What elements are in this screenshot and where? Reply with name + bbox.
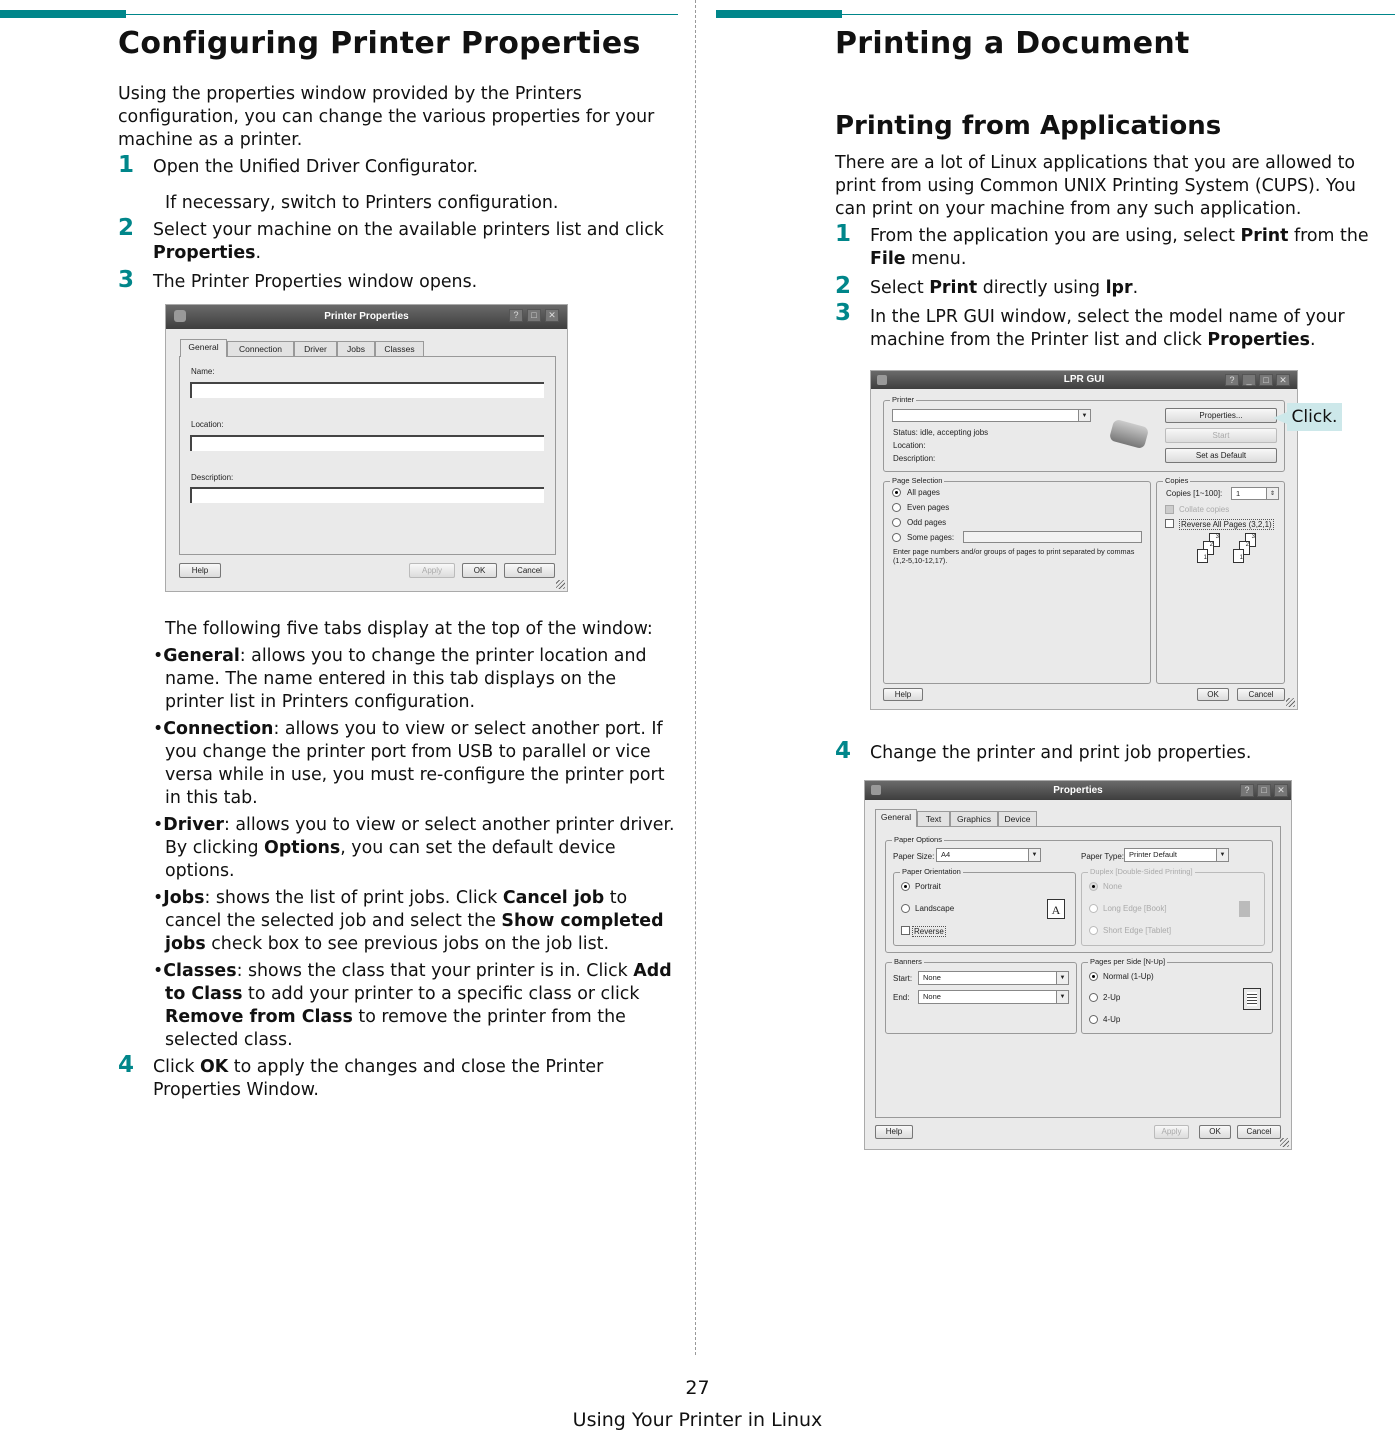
text-segment: Change the printer and print job properties. [870,743,1252,763]
paper-size-label: Paper Size: [893,852,935,861]
tab-connection[interactable]: Connection [227,341,294,357]
step-text [870,742,1390,765]
step-text [153,156,683,179]
resize-grip-icon[interactable] [1280,1138,1289,1147]
cancel-button[interactable]: Cancel [504,563,555,578]
text-segment: menu. [905,249,967,269]
radio-label: Some pages: [907,533,955,542]
reverse-checkbox[interactable] [1165,519,1174,528]
text-segment: The Printer Properties window opens. [153,272,478,292]
printer-select[interactable] [892,409,1091,422]
end-value: None [923,992,941,1001]
help-window-button[interactable]: ? [509,309,523,322]
reverse-label: Reverse [914,927,944,936]
bold-term: Driver [163,815,224,835]
intro-paragraph: Using the properties window provided by the Printers configuration, you can change the various properties for your machine as a printer. [118,84,655,150]
bullet-jobs [153,887,678,956]
section-rule-left [126,14,678,15]
bold-term: Add to Class [165,961,672,1004]
step-text [153,1056,653,1102]
tab-jobs[interactable]: Jobs [337,341,375,357]
radio-label: 4-Up [1103,1015,1121,1024]
start-value: None [923,973,941,982]
text-segment: In the LPR GUI window, select the model name of your machine from the Printer list and click [870,307,1345,350]
ok-button[interactable]: OK [1197,688,1229,701]
chevron-down-icon: ▼ [1056,991,1068,1003]
resize-grip-icon[interactable] [556,580,565,589]
text-segment: to remove the printer from the selected class. [165,1007,626,1050]
radio-label: Normal (1-Up) [1103,972,1154,981]
collate-label: Collate copies [1179,505,1230,514]
properties-button[interactable]: Properties... [1165,408,1277,423]
location-input[interactable] [190,435,544,451]
lpr-gui-dialog: LPR GUI ? _ □ ✕ Printer ▼ Status: idle, accepting jobs Location: Description: Properties... Start Set as Default Page Selection All pages Even pages Odd pages Some pages: Enter page numbers and/or groups of pages to print separated by commas (1,2-5,10-12,17). Copies Copies [1~100]: 1 ⇕ Collate copies Reverse All Pages (3,2,1) 3 2 1 3 2 1 Help OK Cancel [870,370,1298,710]
tab-general[interactable]: General [875,809,917,827]
name-label: Name: [191,367,215,376]
banner-end-select[interactable] [918,990,1069,1004]
set-default-button[interactable]: Set as Default [1165,448,1277,463]
step-note: If necessary, switch to Printers configuration. [165,193,559,213]
section-subtitle: Printing from Applications [835,111,1222,141]
printer-properties-dialog [165,304,568,592]
tab-device[interactable]: Device [998,811,1037,827]
maximize-button[interactable]: □ [1259,374,1273,386]
radio-landscape[interactable] [901,904,910,913]
help-window-button[interactable]: ? [1240,784,1254,797]
chevron-down-icon: ▼ [1216,849,1228,861]
radio-label: Short Edge [Tablet] [1103,926,1172,935]
bold-term: OK [199,1057,229,1077]
minimize-button[interactable]: _ [1242,374,1256,386]
text-segment: : shows the class that your printer is in. Click [236,961,634,981]
paper-size-value: A4 [941,850,951,859]
chevron-down-icon: ▼ [1028,849,1040,861]
tab-classes[interactable]: Classes [375,341,424,357]
ok-button[interactable]: OK [462,563,497,578]
help-window-button[interactable]: ? [1225,374,1239,386]
group-title: Banners [894,957,922,966]
page-title-left: Configuring Printer Properties [118,26,641,61]
bold-term: Classes [163,961,237,981]
text-segment: . [1132,278,1139,298]
chevron-down-icon: ▼ [1078,410,1090,421]
ok-button[interactable]: OK [1199,1125,1231,1139]
text-segment: : allows you to view or select another port. If you change the printer port from USB to parallel or vice versa while in use, you must re-configure the printer port in this tab. [165,719,665,808]
dialog-title: LPR GUI [1063,374,1105,385]
bold-term: Connection [163,719,274,739]
step-number: 1 [118,152,135,178]
duplex-page-icon [1239,901,1250,917]
bold-term: File [870,249,906,269]
text-segment: , you can set the default device options. [165,838,616,881]
page-title-right: Printing a Document [835,26,1190,61]
banner-start-select[interactable] [918,971,1069,985]
section-bar-right [716,10,842,18]
column-divider [695,0,696,1355]
bullet-driver [153,814,678,883]
text-segment: . [1309,330,1316,350]
step-number: 2 [835,273,852,299]
radio-some-pages[interactable] [892,533,901,542]
step-text [153,271,683,294]
bullet-classes [153,960,678,1052]
collate-checkbox[interactable] [1165,505,1174,514]
location-label: Location: [191,420,224,429]
step-number: 3 [118,267,135,293]
group-title: Duplex [Double-Sided Printing] [1090,867,1193,876]
radio-label: 2-Up [1103,993,1121,1002]
step-text [153,219,683,265]
close-button[interactable]: ✕ [1276,374,1290,386]
dialog-title-bar [865,781,1291,800]
reverse-checkbox[interactable] [901,926,910,935]
text-segment: • [153,646,164,666]
bold-term: Print [1240,226,1289,246]
bold-term: lpr [1105,278,1133,298]
text-segment: Select [870,278,930,298]
help-button[interactable]: Help [179,563,221,578]
tab-text[interactable]: Text [917,811,950,827]
bold-term: Remove from Class [165,1007,353,1027]
tabs-intro: The following five tabs display at the top of the window: [165,619,653,639]
step-number: 4 [835,738,852,764]
description-label: Description: [893,454,936,463]
group-title: Paper Options [894,835,942,844]
radio-all-pages[interactable] [892,488,901,497]
bold-term: Show completed jobs [165,911,664,954]
close-button[interactable]: ✕ [1274,784,1288,797]
text-segment: to cancel the selected job and select the [165,888,628,931]
cancel-button[interactable]: Cancel [1237,688,1285,701]
radio-label: All pages [907,488,940,497]
page-number: 27 [685,1377,710,1399]
step-text [870,306,1380,352]
text-segment: . [255,243,262,263]
help-button[interactable]: Help [875,1125,913,1139]
printer-app-icon [174,310,186,322]
radio-even-pages[interactable] [892,503,901,512]
group-title: Page Selection [892,476,943,485]
bold-term: General [163,646,240,666]
text-segment: Select your machine on the available printers list and click [153,220,664,240]
step-number: 3 [835,300,852,326]
step-number: 1 [835,221,852,247]
tab-driver[interactable]: Driver [294,341,337,357]
group-title: Pages per Side [N-Up] [1090,957,1166,966]
radio-label: Portrait [915,882,941,891]
dialog-title-bar [166,305,567,329]
close-button[interactable]: ✕ [545,309,559,322]
maximize-button[interactable]: □ [1257,784,1271,797]
radio-2up[interactable] [1089,993,1098,1002]
copies-value: 1 [1236,489,1241,498]
text-segment: Open the Unified Driver Configurator. [153,157,479,177]
radio-normal-1up[interactable] [1089,972,1098,981]
step-number: 4 [118,1052,135,1078]
help-button[interactable]: Help [883,688,923,701]
text-segment: • [153,888,164,908]
printer-app-icon [871,785,881,795]
paper-size-select[interactable] [936,848,1041,862]
radio-label: None [1103,882,1123,891]
radio-odd-pages[interactable] [892,518,901,527]
dialog-title: Printer Properties [324,311,409,322]
description-label: Description: [191,473,234,482]
bullet-general [153,645,678,714]
bold-term: Cancel job [502,888,605,908]
paper-type-value: Printer Default [1129,850,1177,859]
page-range-note: Enter page numbers and/or groups of pages to print separated by commas (1,2-5,10-12,17). [893,547,1135,565]
tab-general[interactable]: General [180,339,227,357]
apply-button[interactable]: Apply [409,563,455,578]
bold-term: Properties [1207,330,1310,350]
radio-label: Landscape [915,904,955,913]
group-title: Paper Orientation [902,867,961,876]
tab-graphics[interactable]: Graphics [950,811,998,827]
text-segment: • [153,815,164,835]
paper-type-label: Paper Type: [1081,852,1124,861]
text-segment: Click [153,1057,200,1077]
radio-4up[interactable] [1089,1015,1098,1024]
text-segment: : allows you to change the printer location and name. The name entered in this tab displays on the printer list in Printers configuration. [165,646,647,712]
text-segment: check box to see previous jobs on the job list. [205,934,609,954]
some-pages-input[interactable] [963,531,1142,543]
properties-dialog [864,780,1292,1150]
cancel-button[interactable]: Cancel [1237,1125,1281,1139]
copies-label: Copies [1~100]: [1166,489,1223,498]
chevron-down-icon: ▼ [1056,972,1068,984]
paper-type-select[interactable] [1124,848,1229,862]
radio-portrait[interactable] [901,882,910,891]
portrait-page-icon: A [1047,899,1065,919]
name-input[interactable] [190,382,544,398]
radio-short-edge[interactable] [1089,926,1098,935]
text-segment: directly using [977,278,1106,298]
text-segment: to add your printer to a specific class or click [242,984,640,1004]
click-callout: Click. [1287,403,1342,431]
step-number: 2 [118,215,135,241]
radio-label: Even pages [907,503,950,512]
bold-term: Jobs [163,888,205,908]
spin-arrows-icon[interactable]: ⇕ [1266,488,1278,499]
bold-term: Print [929,278,978,298]
bold-term: Options [264,838,341,858]
apply-button[interactable]: Apply [1154,1125,1189,1139]
resize-grip-icon[interactable] [1286,698,1295,707]
bullet-connection [153,718,678,810]
printer-app-icon [877,375,887,385]
text-segment: From the application you are using, select [870,226,1241,246]
status-text: Status: idle, accepting jobs [893,428,989,437]
text-segment: • [153,719,164,739]
group-title: Printer [892,395,915,404]
text-segment: : allows you to view or select another printer driver. By clicking [165,815,675,858]
section-bar-left [0,10,126,18]
text-segment: from the [1288,226,1369,246]
text-segment: : shows the list of print jobs. Click [204,888,503,908]
radio-label: Long Edge [Book] [1103,904,1167,913]
maximize-button[interactable]: □ [527,309,541,322]
nup-page-icon [1243,988,1261,1010]
text-segment: • [153,961,164,981]
radio-duplex-none[interactable] [1089,882,1098,891]
step-text [870,225,1390,271]
end-label: End: [893,993,910,1002]
reverse-label: Reverse All Pages (3,2,1) [1181,520,1272,529]
radio-label: Odd pages [907,518,947,527]
chapter-footer: Using Your Printer in Linux [572,1409,823,1431]
intro-paragraph: There are a lot of Linux applications that you are allowed to print from using Common UNIX Printing System (CUPS). You can print on your machine from any such application. [835,153,1356,219]
start-button[interactable]: Start [1165,428,1277,443]
group-title: Copies [1165,476,1189,485]
location-label: Location: [893,441,926,450]
step-text [870,277,1390,300]
description-input[interactable] [190,487,544,503]
copies-spinner[interactable] [1231,487,1279,500]
start-label: Start: [893,974,913,983]
bold-term: Properties [153,243,256,263]
radio-long-edge[interactable] [1089,904,1098,913]
dialog-title: Properties [1053,785,1103,796]
section-rule-right [842,14,1395,15]
text-segment: to apply the changes and close the Printer Properties Window. [153,1057,604,1100]
